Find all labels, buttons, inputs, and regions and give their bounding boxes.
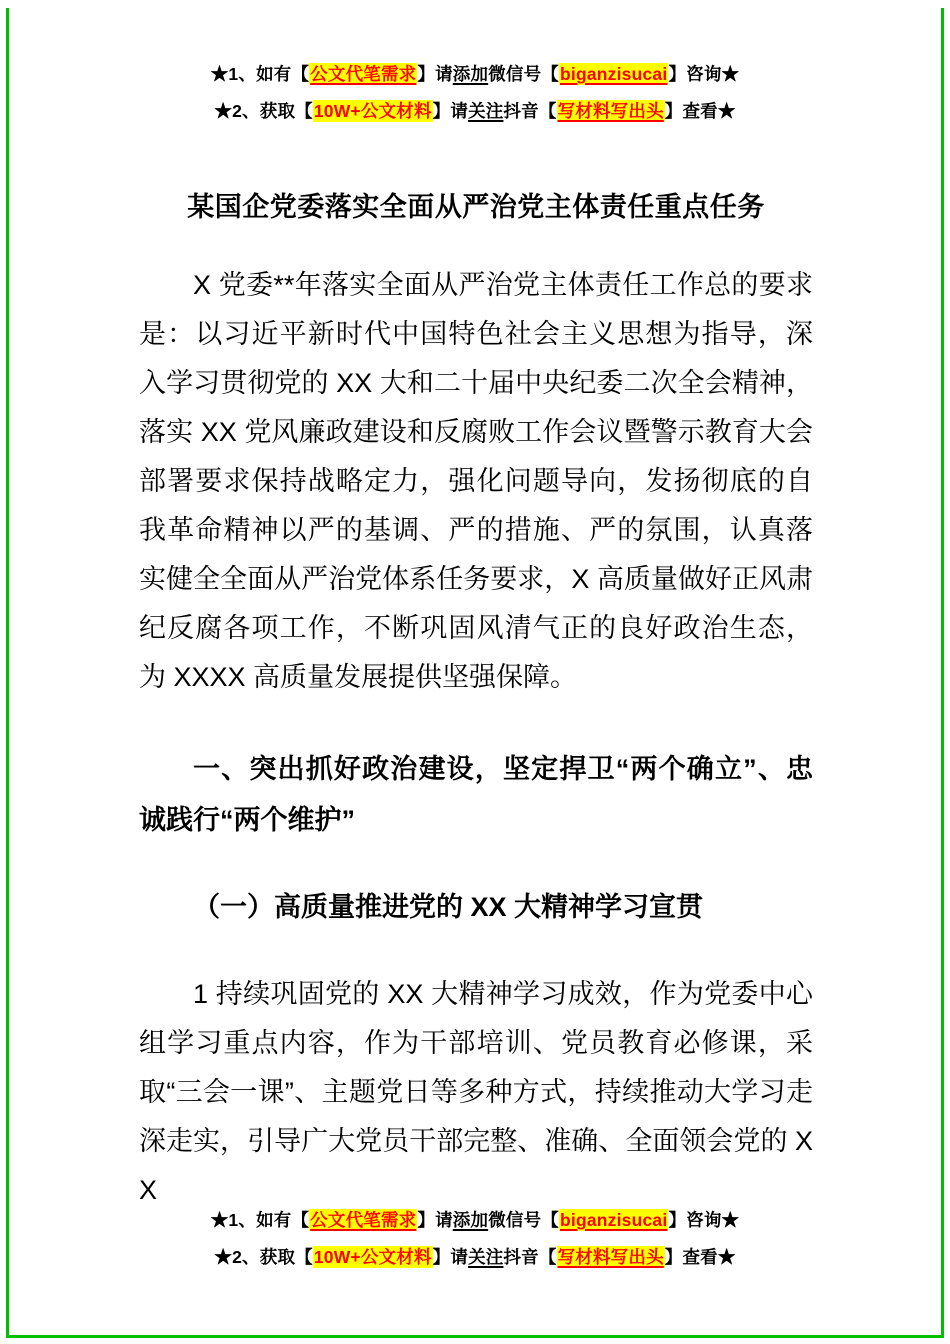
promo-banner-top bbox=[0, 56, 950, 130]
promo-line-1 bbox=[0, 56, 950, 93]
promo-text: 微信号【 bbox=[488, 64, 559, 84]
page-border-right bbox=[941, 8, 944, 1338]
promo-text: 】查看★ bbox=[664, 1247, 736, 1267]
highlight-materials: 10W+公文材料 bbox=[313, 101, 432, 121]
promo-text: 】查看★ bbox=[664, 101, 736, 121]
underline-add: 添加 bbox=[452, 64, 489, 84]
promo-text: 抖音【 bbox=[503, 101, 557, 121]
page-border-bottom bbox=[6, 1335, 944, 1338]
highlight-materials: 10W+公文材料 bbox=[313, 1247, 432, 1267]
promo-text: 微信号【 bbox=[488, 1210, 559, 1230]
underline-follow: 关注 bbox=[468, 1247, 504, 1267]
douyin-name: 写材料写出头 bbox=[557, 101, 664, 121]
promo-text: 】咨询★ bbox=[668, 64, 740, 84]
underline-add: 添加 bbox=[452, 1210, 489, 1230]
promo-text: ★2、获取【 bbox=[214, 101, 313, 121]
wechat-id: biganzisucai bbox=[560, 1210, 668, 1230]
promo-text: 】请 bbox=[432, 1247, 469, 1267]
promo-text: 】请 bbox=[417, 1210, 453, 1230]
promo-text: 抖音【 bbox=[503, 1247, 557, 1267]
section-heading-1: 一、突出抓好政治建设，坚定捍卫“两个确立”、忠诚践行“两个维护” bbox=[139, 754, 813, 835]
promo-text: 】请 bbox=[417, 64, 453, 84]
promo-line-1 bbox=[0, 1202, 950, 1239]
promo-line-2 bbox=[0, 1239, 950, 1276]
highlight-writing-service: 公文代笔需求 bbox=[310, 64, 417, 84]
promo-text: 】咨询★ bbox=[668, 1210, 740, 1230]
page-border-left bbox=[6, 8, 9, 1338]
promo-line-2 bbox=[0, 93, 950, 130]
intro-paragraph: X 党委**年落实全面从严治党主体责任工作总的要求是：以习近平新时代中国特色社会主义思想为指导，深入学习贯彻党的 XX 大和二十届中央纪委二次全会精神，落实 XX 党风廉政建设和反腐败工作会议暨警示教育大会部署要求保持战略定力，强化问题导向，发扬彻底的自我革命精神以严的基调、严的措施、严的氛围，认真落实健全全面从严治党体系任务要求，X 高质量做好正风肃纪反腐各项工作，不断巩固风清气正的良好政治生态，为 XXXX 高质量发展提供坚强保障。 bbox=[139, 270, 813, 692]
promo-banner-bottom bbox=[0, 1202, 950, 1276]
douyin-name: 写材料写出头 bbox=[557, 1247, 664, 1267]
underline-follow: 关注 bbox=[468, 101, 504, 121]
promo-text: ★1、如有【 bbox=[210, 64, 310, 84]
promo-text: 】请 bbox=[432, 101, 469, 121]
wechat-id: biganzisucai bbox=[560, 64, 668, 84]
body-paragraph-1: 1 持续巩固党的 XX 大精神学习成效，作为党委中心组学习重点内容，作为干部培训、党员教育必修课，采取“三会一课”、主题党日等多种方式，持续推动大学习走深走实，引导广大党员干部完整、准确、全面领会党的 XX bbox=[139, 979, 813, 1205]
doc-title: 某国企党委落实全面从严治党主体责任重点任务 bbox=[187, 192, 765, 222]
promo-text: ★2、获取【 bbox=[214, 1247, 313, 1267]
highlight-writing-service: 公文代笔需求 bbox=[310, 1210, 417, 1230]
subsection-heading-1: （一）高质量推进党的 XX 大精神学习宣贯 bbox=[193, 892, 704, 922]
promo-text: ★1、如有【 bbox=[210, 1210, 310, 1230]
